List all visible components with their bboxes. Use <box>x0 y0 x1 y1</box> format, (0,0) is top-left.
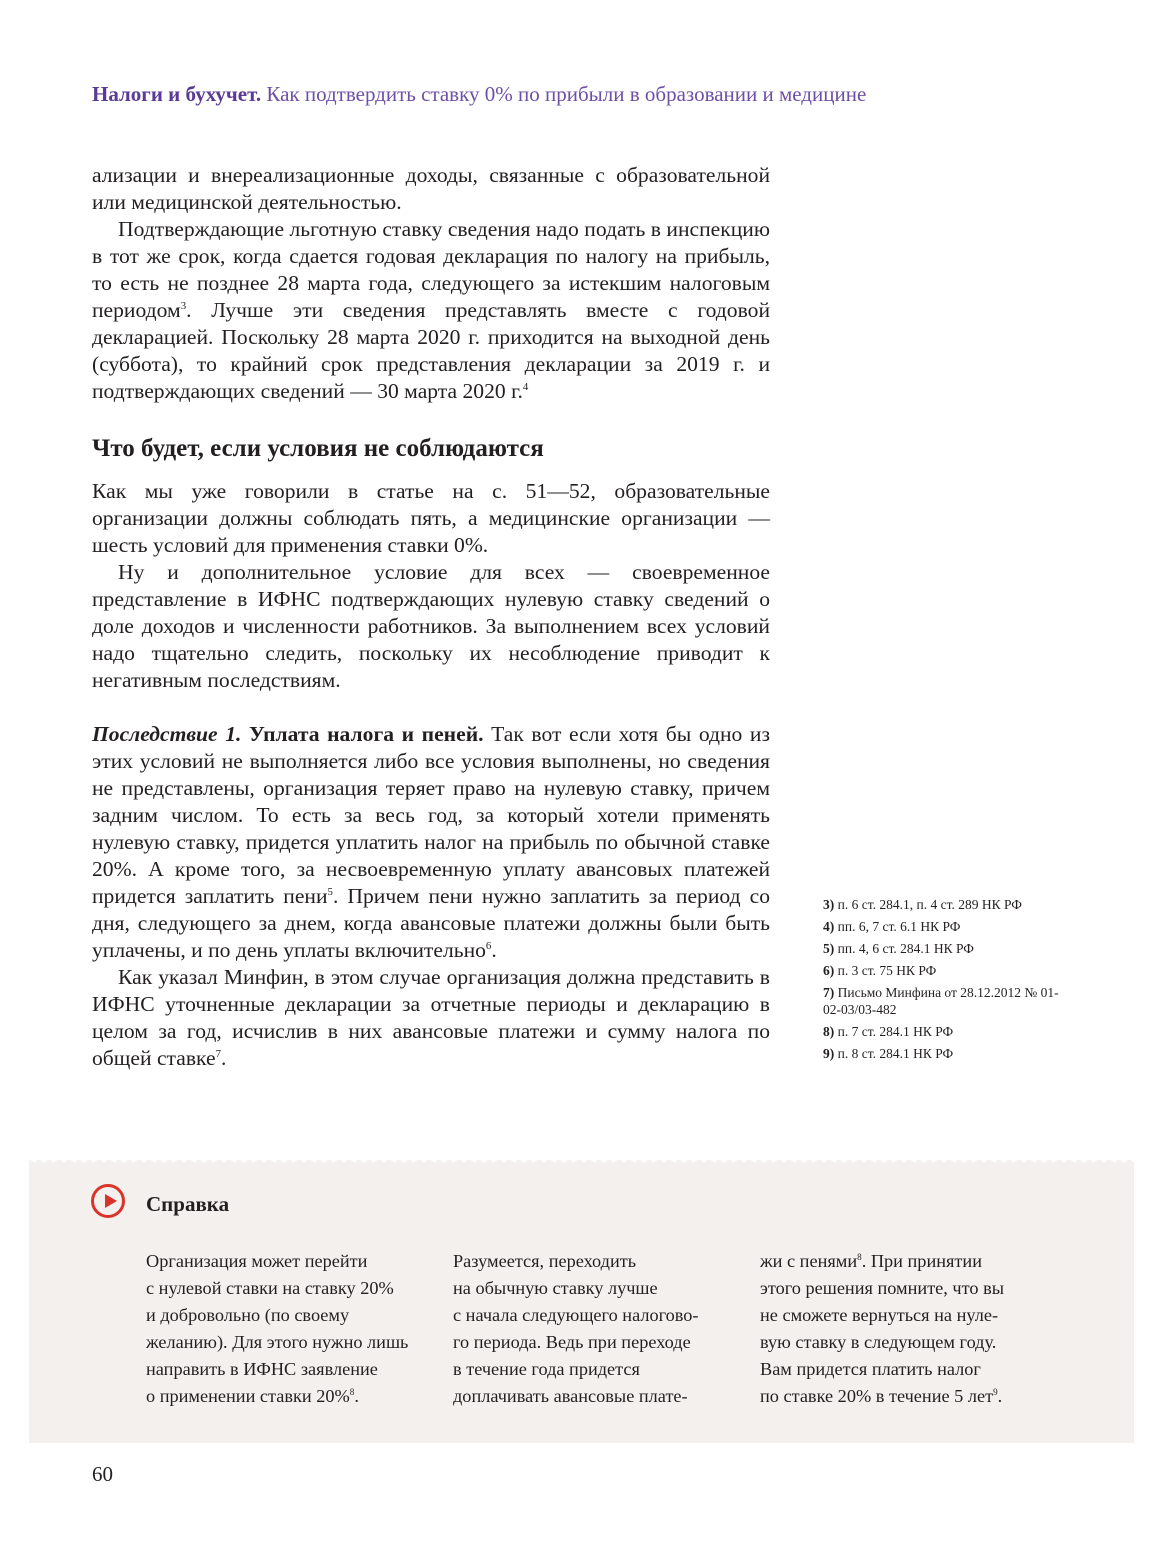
sidebar-footnotes <box>823 896 1063 1067</box>
consequence-title: Уплата налога и пеней. <box>249 722 484 746</box>
footnote-ref: 8 <box>857 1252 862 1263</box>
header-section: Налоги и бухучет. <box>92 82 262 106</box>
footnote-ref: 7 <box>215 1047 221 1060</box>
article-body <box>92 162 770 1072</box>
paragraph: Как мы уже говорили в статье на с. 51—52, образовательные организации должны соблюдать пять, а медицинские организации — шесть условий для применения ставки 0%. <box>92 479 770 557</box>
footnote: 7) Письмо Минфина от 28.12.2012 № 01-02-03/03-482 <box>823 985 1059 1017</box>
footnote-ref: 4 <box>522 380 529 393</box>
footnote: 9) п. 8 ст. 284.1 НК РФ <box>823 1046 954 1061</box>
reference-column-3: жи с пенями$^8$. При принятии этого решения помните, что вы не сможете вернуться на нуле- вую ставку в следующем году. Вам придется платить налог по ставке 20% в течение 5 лет$^9$. <box>760 1251 1005 1406</box>
consequence-label: Последствие 1. <box>92 722 242 746</box>
footnote-ref: 3 <box>180 299 187 312</box>
footnote: 6) п. 3 ст. 75 НК РФ <box>823 963 937 978</box>
paragraph: Ну и дополнительное условие для всех — своевременное представление в ИФНС подтверждающих нулевую ставку сведений о доле доходов и численности работников. За выполнением всех условий надо тщательно следить, поскольку их несоблюдение приводит к негативным последствиям. <box>92 560 770 692</box>
footnote-ref: 6 <box>485 939 492 952</box>
paragraph: ализации и внереализационные доходы, связанные с образовательной или медицинской деятельностью. <box>92 163 770 214</box>
play-icon <box>91 1184 125 1218</box>
paragraph: Как указал Минфин, в этом случае организация должна представить в ИФНС уточненные декларации за отчетные периоды и декларацию в целом за год, исчислив в них авансовые платежи и сумму налога по общей ставке$^7$. <box>92 965 770 1070</box>
paragraph: Последствие 1. Уплата налога и пеней. Так вот если хотя бы одно из этих условий не выполняется либо все условия выполнены, но сведения не представлены, организация теряет право на нулевую ставку, причем задним числом. То есть за весь год, за который хотели применять нулевую ставку, придется уплатить налог на прибыль по обычной ставке 20%. А кроме того, за несвоевременную уплату авансовых платежей придется заплатить пени$^5$. Причем пени нужно заплатить за период со дня, следующего за днем, когда авансовые платежи должны были быть уплачены, и по день уплаты включительно$^6$. <box>92 722 770 962</box>
footnote: 3) п. 6 ст. 284.1, п. 4 ст. 289 НК РФ <box>823 897 1022 912</box>
page-number: 60 <box>92 1462 113 1486</box>
reference-box <box>29 1160 1134 1443</box>
paragraph: Подтверждающие льготную ставку сведения надо подать в инспекцию в тот же срок, когда сдается годовая декларация по налогу на прибыль, то есть не позднее 28 марта года, следующего за истекшим налоговым периодом$^3$. Лучше эти сведения представлять вместе с годовой декларацией. Поскольку 28 марта 2020 г. приходится на выходной день (суббота), то крайний срок представления декларации за 2019 г. и подтверждающих сведений — 30 марта 2020 г.$^4$ <box>92 217 770 403</box>
footnote-ref: 8 <box>349 1387 355 1398</box>
footnote: 4) пп. 6, 7 ст. 6.1 НК РФ <box>823 919 961 934</box>
footnote-ref: 5 <box>327 885 333 898</box>
footnote: 8) п. 7 ст. 284.1 НК РФ <box>823 1024 954 1039</box>
footnote-ref: 9 <box>993 1387 998 1398</box>
section-heading: Что будет, если условия не соблюдаются <box>92 435 544 462</box>
running-header <box>92 82 1092 107</box>
header-title: Как подтвердить ставку 0% по прибыли в образовании и медицине <box>266 82 867 106</box>
reference-box-title: Справка <box>146 1192 230 1216</box>
reference-column-1: Организация может перейти с нулевой ставки на ставку 20% и добровольно (по своему желанию). Для этого нужно лишь направить в ИФНС заявление о применении ставки 20%$^8$. <box>146 1251 409 1406</box>
reference-column-2: Разумеется, переходить на обычную ставку лучше с начала следующего налогово- го периода. Ведь при переходе в течение года придется доплачивать авансовые плате- <box>453 1251 699 1406</box>
footnote: 5) пп. 4, 6 ст. 284.1 НК РФ <box>823 941 974 956</box>
